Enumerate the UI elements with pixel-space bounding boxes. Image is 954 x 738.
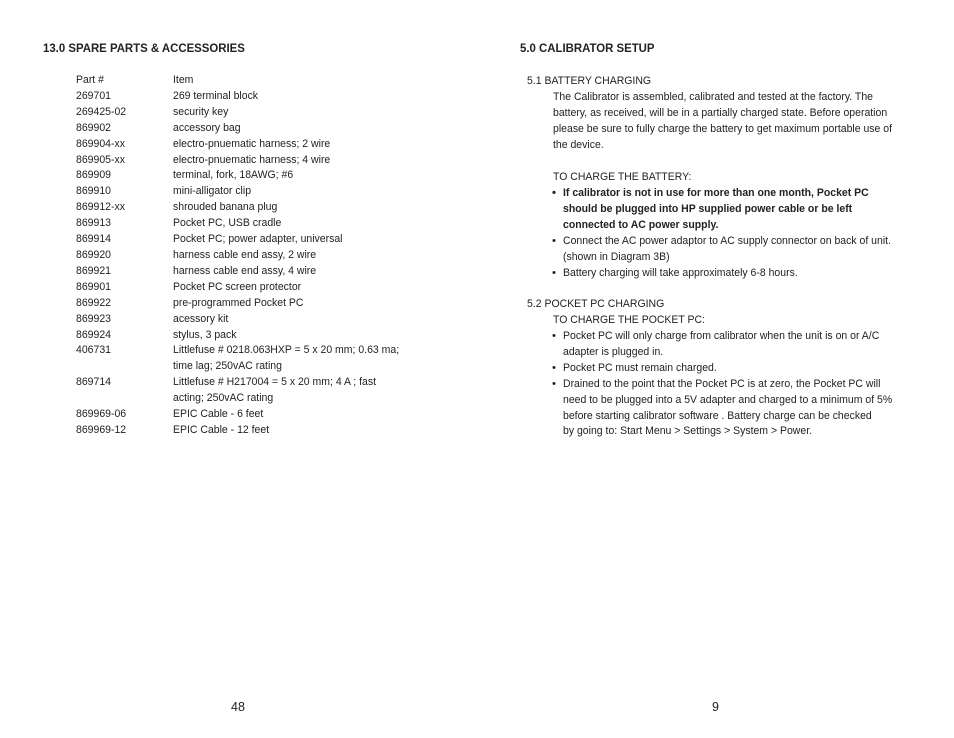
item-cell <box>173 375 433 407</box>
item-description: accessory bag <box>173 121 241 134</box>
part-number-cell <box>76 200 173 216</box>
table-row <box>76 105 456 121</box>
paragraph-line: please be sure to fully charge the battery to get maximum portable use of <box>553 122 893 135</box>
paragraph-line: the device. <box>553 138 604 151</box>
part-number-cell <box>76 89 173 105</box>
battery-lead-text: TO CHARGE THE BATTERY: <box>553 171 692 183</box>
bullet-line: connected to AC power supply. <box>563 218 719 231</box>
table-row <box>76 328 456 344</box>
part-number: 406731 <box>76 344 111 357</box>
item-cell <box>173 200 433 216</box>
parts-table-body <box>76 89 456 439</box>
battery-bullet-list <box>550 186 920 281</box>
item-description: electro-pnuematic harness; 4 wire <box>173 153 331 166</box>
item-cell <box>173 137 433 153</box>
paragraph-line: battery, as received, will be in a partially charged state. Before operation <box>553 106 888 119</box>
item-cell <box>173 89 433 105</box>
bullet-line: by going to: Start Menu > Settings > System > Power. <box>563 425 813 438</box>
item-description: harness cable end assy, 4 wire <box>173 264 317 277</box>
part-number: 869714 <box>76 376 111 389</box>
item-cell <box>173 423 433 439</box>
part-number-cell <box>76 280 173 296</box>
part-number: 869905-xx <box>76 153 125 166</box>
table-row <box>76 264 456 280</box>
list-item <box>550 266 920 282</box>
item-cell <box>173 312 433 328</box>
part-number-cell <box>76 343 173 375</box>
part-number-cell <box>76 296 173 312</box>
part-number-cell <box>76 232 173 248</box>
item-column-header: Item <box>173 74 194 86</box>
item-cell <box>173 153 433 169</box>
part-number: 869920 <box>76 248 111 261</box>
part-number-cell <box>76 216 173 232</box>
table-row <box>76 153 456 169</box>
pocket-pc-bullet-list <box>550 329 921 440</box>
part-number: 869901 <box>76 280 111 293</box>
item-description: Pocket PC screen protector <box>173 280 302 293</box>
bullet-dot: • <box>552 234 556 247</box>
item-description: electro-pnuematic harness; 2 wire <box>173 137 331 150</box>
list-item <box>550 361 921 377</box>
list-item <box>550 377 921 441</box>
bullet-line: Pocket PC will only charge from calibrator when the unit is on or A/C <box>563 330 880 342</box>
item-cell <box>173 105 433 121</box>
item-description: shrouded banana plug <box>173 201 278 214</box>
table-row <box>76 407 456 423</box>
table-row <box>76 121 456 137</box>
part-number: 269425-02 <box>76 105 127 118</box>
part-number-cell <box>76 121 173 137</box>
item-cell <box>173 343 433 375</box>
bullet-line: should be plugged into HP supplied power cable or be left <box>563 202 853 215</box>
table-row <box>76 216 456 232</box>
table-row <box>76 200 456 216</box>
item-cell <box>173 248 433 264</box>
table-row <box>76 375 456 407</box>
table-row <box>76 89 456 105</box>
pocket-pc-lead-text: TO CHARGE THE POCKET PC: <box>553 314 705 326</box>
item-description: time lag; 250vAC rating <box>173 360 282 373</box>
part-number: 869904-xx <box>76 137 125 150</box>
item-description: Littlefuse # 0218.063HXP = 5 x 20 mm; 0.63 ma; <box>173 344 400 357</box>
table-row <box>76 248 456 264</box>
part-number: 869912-xx <box>76 201 125 214</box>
item-description: acting; 250vAC rating <box>173 392 274 405</box>
page-number-left: 48 <box>231 700 245 714</box>
bullet-line: Drained to the point that the Pocket PC is at zero, the Pocket PC will <box>563 377 881 390</box>
table-row <box>76 280 456 296</box>
bullet-line: (shown in Diagram 3B) <box>563 250 670 263</box>
table-row <box>76 168 456 184</box>
item-description: Littlefuse # H217004 = 5 x 20 mm; 4 A ; fast <box>173 376 377 389</box>
table-row <box>76 184 456 200</box>
part-number: 869969-06 <box>76 408 127 421</box>
item-description: EPIC Cable - 12 feet <box>173 423 270 436</box>
item-cell <box>173 168 433 184</box>
part-number-cell <box>76 184 173 200</box>
bullet-line: adapter is plugged in. <box>563 345 664 358</box>
part-number: 869923 <box>76 312 111 325</box>
bullet-line: need to be plugged into a 5V adapter and charged to a minimum of 5% <box>563 393 893 406</box>
spare-parts-heading: 13.0 SPARE PARTS & ACCESSORIES <box>43 41 245 55</box>
part-number: 869922 <box>76 296 111 309</box>
bullet-dot: • <box>552 266 556 279</box>
list-item <box>550 329 921 361</box>
part-number: 869910 <box>76 185 111 198</box>
part-number-cell <box>76 264 173 280</box>
bullet-dot: • <box>552 330 556 342</box>
battery-paragraph <box>553 90 922 154</box>
pocket-pc-charging-heading: 5.2 POCKET PC CHARGING <box>527 298 665 310</box>
table-row <box>76 312 456 328</box>
part-number: 869969-12 <box>76 423 127 436</box>
part-number-cell <box>76 153 173 169</box>
part-number-cell <box>76 248 173 264</box>
item-cell <box>173 280 433 296</box>
bullet-line: Pocket PC must remain charged. <box>563 361 717 374</box>
table-row <box>76 137 456 153</box>
item-cell <box>173 184 433 200</box>
battery-charging-heading: 5.1 BATTERY CHARGING <box>527 75 652 87</box>
part-number-cell <box>76 168 173 184</box>
table-row <box>76 296 456 312</box>
item-description: stylus, 3 pack <box>173 328 237 341</box>
part-number: 869914 <box>76 233 111 246</box>
calibrator-setup-heading: 5.0 CALIBRATOR SETUP <box>520 41 655 55</box>
paragraph-line: The Calibrator is assembled, calibrated and tested at the factory. The <box>553 91 873 103</box>
part-number: 869909 <box>76 169 111 182</box>
bullet-dot: • <box>552 187 556 199</box>
part-number: 869921 <box>76 264 111 277</box>
part-number-cell <box>76 328 173 344</box>
bullet-dot: • <box>552 361 556 374</box>
parts-table-header <box>76 73 456 89</box>
part-number-cell <box>76 312 173 328</box>
battery-lead <box>553 170 703 186</box>
bullet-line: before starting calibrator software . Battery charge can be checked <box>563 409 872 422</box>
page-number-right: 9 <box>712 700 719 714</box>
table-row <box>76 232 456 248</box>
item-cell <box>173 264 433 280</box>
item-cell <box>173 232 433 248</box>
item-description: pre-programmed Pocket PC <box>173 296 304 309</box>
bullet-line: Battery charging will take approximately 6-8 hours. <box>563 266 798 279</box>
item-description: Pocket PC, USB cradle <box>173 217 282 230</box>
item-description: harness cable end assy, 2 wire <box>173 248 317 261</box>
bullet-line: If calibrator is not in use for more than one month, Pocket PC <box>563 187 869 199</box>
part-number: 869902 <box>76 121 111 134</box>
part-number-cell <box>76 105 173 121</box>
part-column-header: Part # <box>76 74 104 86</box>
item-description: 269 terminal block <box>173 89 259 102</box>
part-number: 269701 <box>76 89 111 102</box>
list-item <box>550 186 920 234</box>
item-description: Pocket PC; power adapter, universal <box>173 233 343 246</box>
part-number-cell <box>76 407 173 423</box>
item-cell <box>173 407 433 423</box>
item-description: mini-alligator clip <box>173 185 252 198</box>
item-cell <box>173 121 433 137</box>
item-description: security key <box>173 105 229 118</box>
pocket-pc-lead <box>553 313 718 329</box>
table-row <box>76 343 456 375</box>
parts-table <box>76 73 456 439</box>
item-cell <box>173 216 433 232</box>
item-cell <box>173 328 433 344</box>
part-number: 869913 <box>76 217 111 230</box>
item-description: terminal, fork, 18AWG; #6 <box>173 169 294 182</box>
part-number: 869924 <box>76 328 111 341</box>
bullet-line: Connect the AC power adaptor to AC supply connector on back of unit. <box>563 234 891 247</box>
part-number-cell <box>76 137 173 153</box>
item-description: EPIC Cable - 6 feet <box>173 408 264 421</box>
part-number-cell <box>76 423 173 439</box>
list-item <box>550 234 920 266</box>
item-cell <box>173 296 433 312</box>
table-row <box>76 423 456 439</box>
part-number-cell <box>76 375 173 407</box>
bullet-dot: • <box>552 377 556 390</box>
item-description: acessory kit <box>173 312 229 325</box>
